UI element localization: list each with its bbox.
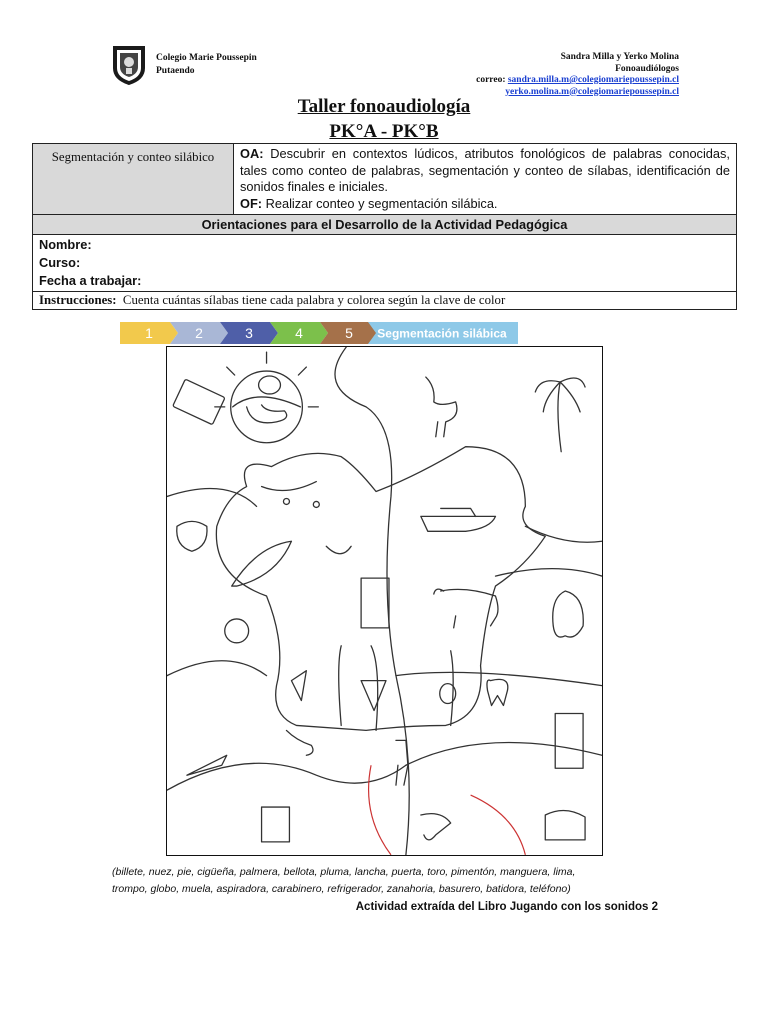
- color-key-step-label: 2: [195, 325, 203, 341]
- topic-cell: Segmentación y conteo silábico: [33, 144, 234, 215]
- bull-icon: [434, 589, 498, 628]
- color-key: [120, 322, 520, 344]
- student-fields: [33, 235, 737, 292]
- region-curve: [495, 569, 602, 576]
- region-curve: [406, 742, 602, 765]
- authors-info: [476, 52, 679, 98]
- word-list-line: trompo, globo, muela, aspiradora, carabinero, refrigerador, zanahoria, basurero, batidora, teléfono): [112, 883, 571, 895]
- hippo-body: [216, 447, 545, 731]
- authors-role: Fonoaudiólogos: [615, 63, 679, 74]
- vacuum-icon: [286, 730, 313, 755]
- instructions-text: Cuenta cuántas sílabas tiene cada palabra y colorea según la clave de color: [122, 293, 506, 307]
- authors: Sandra Milla y Yerko Molina: [560, 52, 679, 62]
- page-subtitle: PK°A - PK°B: [329, 121, 439, 142]
- region-curve: [167, 489, 257, 507]
- hose-icon: [225, 619, 249, 643]
- acorn-icon: [177, 521, 207, 551]
- telephone-icon: [545, 810, 585, 839]
- word-list: [112, 864, 575, 898]
- region-curve: [335, 347, 409, 855]
- foot-icon: [247, 405, 287, 423]
- fecha-field[interactable]: Fecha a trabajar:: [39, 273, 142, 288]
- oa-text: Descubrir en contextos lúdicos, atributos fonológicos de palabras conocidas, tales como conteo de palabras, segmentación y conteo de sílabas, identificación de sonidos finales e iniciales.: [240, 146, 730, 194]
- trash-can-icon: [262, 807, 290, 842]
- hippo-leg: [371, 646, 378, 731]
- orientations-heading: Orientaciones para el Desarrollo de la Actividad Pedagógica: [33, 215, 737, 235]
- email-label: correo:: [476, 75, 508, 85]
- stork-icon: [426, 377, 457, 437]
- of-text: Realizar conteo y segmentación silábica.: [262, 195, 498, 211]
- color-key-label: Segmentación silábica: [377, 326, 507, 341]
- school-name: Colegio Marie Poussepin: [156, 53, 257, 63]
- activity-info-table: [32, 143, 737, 310]
- red-region-curve: [369, 765, 526, 855]
- school-crest-icon: [110, 44, 148, 86]
- color-key-step-label: 3: [245, 325, 253, 341]
- tooth-icon: [487, 679, 508, 705]
- word-list-line: (billete, nuez, pie, cigüeña, palmera, bellota, pluma, lancha, puerta, toro, pimentón, manguera, lima,: [112, 866, 576, 878]
- color-key-step-label: 4: [295, 325, 303, 341]
- policeman-icon: [396, 740, 408, 785]
- hippo-leg: [451, 651, 453, 726]
- school-town: Putaendo: [156, 66, 195, 76]
- coloring-picture: [166, 346, 603, 856]
- boat-icon: [421, 508, 496, 531]
- school-info: [156, 52, 257, 78]
- page-title: Taller fonoaudiología: [297, 96, 471, 117]
- mixer-icon: [421, 814, 451, 840]
- door-icon: [361, 578, 389, 628]
- of-label: OF:: [240, 195, 263, 211]
- lime-icon: [291, 671, 306, 701]
- feather-icon: [232, 541, 292, 586]
- hippo-leg: [339, 646, 341, 726]
- sun-circle: [231, 371, 303, 443]
- email-link-sandra[interactable]: sandra.milla.m@colegiomariepoussepin.cl: [507, 75, 679, 85]
- spinning-top-icon: [361, 681, 386, 711]
- instructions-row: [33, 292, 737, 310]
- pepper-icon: [553, 591, 584, 637]
- oa-label: OA:: [240, 146, 264, 161]
- fridge-icon: [555, 713, 583, 768]
- region-curve: [525, 526, 602, 542]
- color-key-step-label: 5: [345, 325, 353, 341]
- curso-field[interactable]: Curso:: [39, 255, 81, 270]
- credit-note: Actividad extraída del Libro Jugando con los sonidos 2: [355, 901, 658, 913]
- bill-icon: [173, 379, 225, 425]
- objectives-cell: [234, 144, 737, 215]
- walnut-icon: [259, 376, 281, 394]
- color-key-step-label: 1: [145, 325, 153, 341]
- palm-tree-icon: [535, 378, 585, 452]
- nombre-field[interactable]: Nombre:: [39, 237, 92, 252]
- region-curve: [167, 661, 267, 676]
- email-link-yerko[interactable]: yerko.molina.m@colegiomariepoussepin.cl: [505, 86, 679, 97]
- instructions-label: Instrucciones:: [39, 293, 117, 307]
